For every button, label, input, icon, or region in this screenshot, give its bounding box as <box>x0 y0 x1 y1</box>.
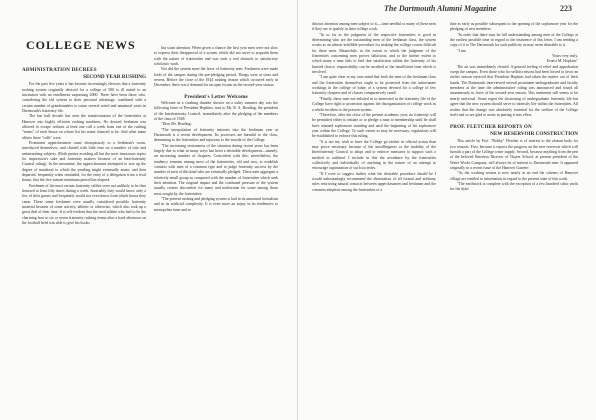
paragraph: "Finally, these men not enlisted in or interested in the fraternity life of the College have right to protection against the disorganization of college work as a whole incident to the present system. <box>312 96 436 112</box>
paragraph: "The earthwork is complete with the exception of a few hundred cubic yards for the dyke <box>450 182 578 192</box>
article-subheadline: SECOND YEAR RUSHING <box>83 74 146 81</box>
paragraph: Nor did the system meet the favor of fraternity men. Freshmen were made lords of the campus during the pre-pledging period. Things were at sixes and sevens. Before the close of the 1924 rushing season which occurred early in December, there was a demand for an open forum on the second-year season. <box>154 67 278 88</box>
letter-closing: Yours very truly, <box>551 54 578 59</box>
page-number: 223 <box>560 4 572 13</box>
left-page-column-2 <box>154 46 278 414</box>
right-page <box>298 0 596 420</box>
running-title: The Dartmouth Alumni Magazine <box>384 4 497 13</box>
paragraph: "It is not my wish to have the College go farther in official action than may prove necessary because of the unwillingness or the inability of the Interfraternity Council to adopt and to enforce measures to support such a method as outlined. I include in this the avoidance by the fraternities collectively and individually of anything in the nature of an attempt to encourage organization of such societies. <box>312 139 436 171</box>
left-page-column-1 <box>22 62 146 414</box>
letter-signature: Ernest M. Hopkins" <box>546 59 578 64</box>
paragraph: "Therefore, after the close of the present academic year, no fraternity will be permitted either to initiate or to pledge a man to membership until he shall have attained sophomore standing and until the beginning of his sophomore year within the College. To such extent as may be necessary, regulations will be established to enforce this ruling. <box>312 112 436 139</box>
paragraph: "The present rushing and pledging system is bad in its unnatural formalism and in its artificial complexity. It is even more an injury in its tendencies to monopolize time and to <box>154 197 278 212</box>
paragraph: "In order that there may be full understanding among men of the College at the earliest possible time in regard to the insistence of this letter, I am sending a copy of it to The Dartmouth for such publicity as may seem desirable to it. <box>450 32 578 48</box>
paragraph: This article by Prof. "Bobby" Fletcher is of interest to the alumni body for two reasons. First, because it reports the progress on the new reservoir which will furnish a part of the College water supply. Second, because anything from the pen of the beloved Emeritus Director of Thayer School, at present president of the Water Works Company, will always be of interest to Dartmouth men. It appeared originally in a recent issue of the Hanover Gazette: <box>450 139 578 171</box>
paragraph: The air was immediately cleared. A general feeling of relief and approbation swept the campus. Even those who for selfish reasons had been forced to favor an earlier season rejoiced that President Hopkins had taken the matter out of their hands. The Dartmouth interviewed several prominent undergraduates and faculty members at the time the administrative ruling was announced and found all unanimously in favor of the second-year season. This sentiment still seems to be nearly universal. Some regret the shortening of undergraduate fraternity life but agree that the new system should serve to intensify life within the fraternities. All realize that the change was absolutely essential for the welfare of the College itself and so are glad to assist in putting it into effect. <box>450 64 578 117</box>
paragraph: "The increasing seriousness of the situation during recent years has been largely due to what in many ways has been a desirable development—namely, an increasing number of chapters. Coincident with this, nevertheless, the tendency remains among most of the fraternities, old and new, to establish contacts with men of a common type and to judge fraternity success by the number of men of this kind who are eventually pledged. These men aggregate a relatively small group as compared with the number of fraternities which seek their attention. The original impact and the continued pressure of the system usually creates discomfort for many and misfortune for some among those most sought by the fraternities. <box>154 143 278 196</box>
paragraph: date as early as possible subsequent to the opening of the sophomore year for the pledging of new members. <box>450 22 578 32</box>
paragraph: distract attention among men subject to it,—time needful to many of these men if they are to qualify in their college work. <box>312 22 436 32</box>
paragraph: "I am <box>457 48 466 53</box>
running-header <box>298 4 596 18</box>
article-headline: PROF. FLETCHER REPORTS ON <box>450 124 532 131</box>
article-subheadline: NEW RESERVOIR CONSTRUCTION <box>490 131 578 138</box>
paragraph: Prominent upperclassmen came obsequiously to a freshman's room, introduced themselves, and chatted with little ease on a number of trite and uninteresting subjects. (Both parties avoiding all but the most innocuous topics for impression's sake and fraternity matters because of an Interfraternity Council ruling). In the meantime, the upperclassmen attempted to size up the degree of manhood to which the yearling might eventually attain, and then departed, frequently when reminded, for the entry of a delegation from a rival house, that the five minute minimum period has elapsed. <box>22 140 146 183</box>
section-title: COLLEGE NEWS <box>26 38 136 52</box>
letter-salutation: "Dear Mr. Reading: <box>161 122 192 127</box>
paragraph: but scant attention. When given a chance the first year men were not slow to express their disapproval of a system which did not serve to acquaint them with the nature of fraternities and was such a real obstacle to satisfactory scholastic work. <box>154 46 278 67</box>
paragraph: "If I were to suggest further what the desirable procedure should be I would unhesitatingly recommend the elimination of all formal and arbitrary rules restricting natural contacts between upperclassmen and freshmen and the common adoption among the fraternities of a <box>312 171 436 192</box>
paragraph: "The interpolation of fraternity interests into the freshman year at Dartmouth is a recent development. Its processes are harmful to the class, demeaning to the fraternities and injurious to the morale of the College. <box>154 127 278 143</box>
paragraph: For the past five years it has become increasingly obvious that a fraternity rushing system originally devised for a college of 500 is ill suited to an institution with an enrollment surpassing 2000. There have been those who, considering the old system to their personal advantage, combined with a certain number of grandstanders to cause several weird and unnatural years in Dartmouth's fraternity life. <box>22 82 146 113</box>
article-headline: ADMINISTRATION DECREES <box>22 67 97 73</box>
paragraph: "In so far as the judgment of the respective fraternities is good in determining who are the outstanding men of the freshman class, the system works as an almost infallible procedure for making the college course difficult for these men. Meanwhile, to the extent to which the judgment of the fraternities concerning men proves fallacious, and to the further extent to which many a man fails to find due satisfaction within the fraternity of his hurried choice, responsibility can be ascribed to the insufficient time which is involved. <box>312 32 436 75</box>
paragraph: "As the working season is now nearly at an end the citizens of Hanover village are entitled to information in regard to the present state of this work. <box>450 171 578 181</box>
right-page-column-1 <box>312 22 436 414</box>
paragraph: Welcome as a crashing thunder shower on a sultry summer day was the following letter of President Hopkins, sent to Mr. R. A. Reading, the president of the Interfraternity Council, immediately after the pledging of the members of the class of 1928: <box>154 100 278 121</box>
section-subheading: President's Letter Welcome <box>184 93 248 100</box>
paragraph: "I am quite clear in my own mind that both the men of the freshman class and the fraternities themselves ought to be protected from the unfortunate workings in the college of today of a system devised for a college of few fraternity chapters and of classes comparatively small. <box>312 75 436 96</box>
paragraph: The last half decade has seen the transformation of the fraternities at Hanover into highly efficient rushing machines. No desired freshman was allowed to escape without at least one call a week from one of the rushing "teams" of each house on whose list his name chanced to be. And what inane affairs these "calls" were. <box>22 114 146 140</box>
right-page-column-2 <box>450 22 578 414</box>
paragraph: Freshmen of the most certain fraternity calibre were not unlikely to be thus honored at least fifty times during a week. Invariably they would know only a few of their guests and frequently would not even know from which house they came. These same freshmen were usually considered possible fraternity material because of some activity, athletic or otherwise, which also took up a great deal of their time. It is self-evident that the tired athlete who had to be the charming host to six or seven fraternity rushing teams after a hard afternoon on the football field was able to give his books <box>22 183 146 226</box>
